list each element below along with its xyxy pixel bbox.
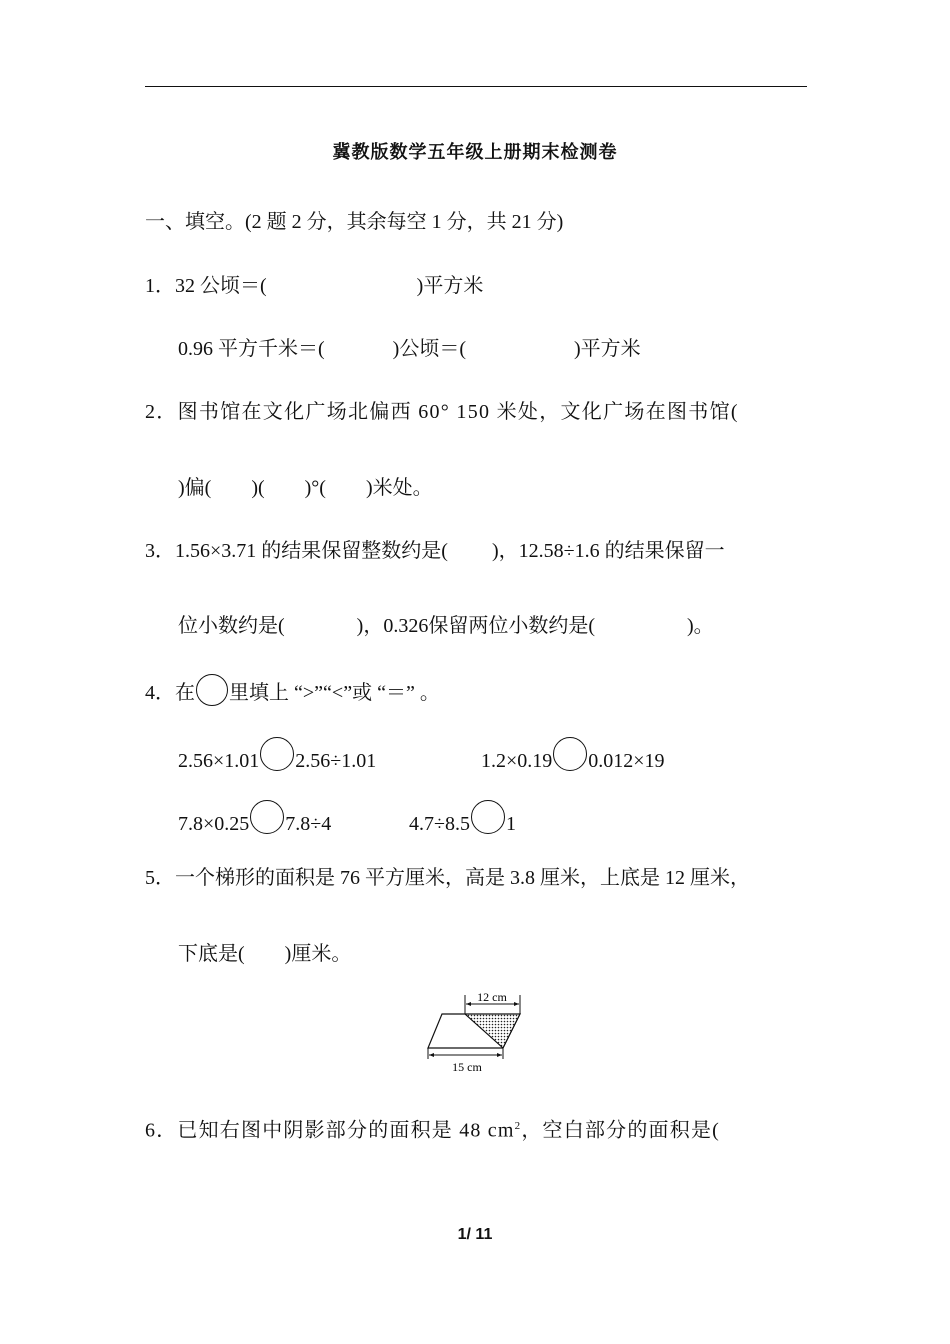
question-1-line-1 (145, 272, 483, 300)
q1-text-b: )平方米 (416, 275, 484, 297)
q3-text-d: )，0.326保留两位小数约是( (356, 615, 595, 637)
expression-left: 7.8×0.25 (178, 813, 250, 835)
expression-left: 4.7÷8.5 (409, 813, 470, 835)
question-5-line-2: 下底是( )厘米。 (178, 943, 352, 965)
question-number: 2． (145, 401, 178, 423)
q2-text-a: 图书馆在文化广场北偏西 60° 150 米处，文化广场在图书馆( (177, 401, 739, 423)
question-5-line-1 (145, 864, 750, 892)
expression-right: 0.012×19 (588, 750, 665, 772)
q1-text-e: )平方米 (574, 338, 641, 360)
question-4-lead (145, 674, 440, 707)
comparison-1 (178, 737, 376, 775)
bottom-dimension-label: 15 cm (452, 1060, 482, 1074)
trapezoid-figure (425, 987, 525, 1075)
q3-text-c: 位小数约是( (178, 615, 285, 637)
answer-circle[interactable] (260, 737, 294, 771)
top-dimension (465, 990, 520, 1014)
q6-text-a: 已知右图中阴影部分的面积是 48 cm (177, 1119, 515, 1142)
q6-text-b: ，空白部分的面积是( (521, 1119, 721, 1142)
circle-icon (196, 674, 228, 706)
page-number: 1/ 11 (457, 1226, 493, 1243)
expression-left: 2.56×1.01 (178, 750, 260, 772)
expression-right: 7.8÷4 (285, 813, 332, 835)
q6-superscript: 2 (514, 1120, 522, 1132)
q3-text-b: )，12.58÷1.6 的结果保留一 (491, 540, 725, 562)
comparison-2 (481, 737, 665, 775)
answer-circle[interactable] (471, 800, 505, 834)
answer-circle[interactable] (553, 737, 587, 771)
expression-right: 1 (505, 813, 516, 835)
question-3-line-1 (145, 537, 725, 565)
q1-text-c: 0.96 平方千米＝( (178, 338, 325, 360)
q1-text-d: )公顷＝( (392, 338, 466, 360)
question-2-line-1 (145, 398, 739, 426)
question-number: 3． (145, 540, 175, 562)
top-dimension-label: 12 cm (477, 990, 507, 1004)
expression-left: 1.2×0.19 (481, 750, 553, 772)
comparison-3 (178, 800, 331, 838)
question-6-line-1 (145, 1112, 720, 1145)
header-rule (145, 86, 807, 87)
question-2-line-2: )偏( )( )°( )米处。 (178, 477, 433, 499)
question-number: 1． (145, 275, 175, 297)
question-number: 4． (145, 682, 175, 704)
comparison-4 (409, 800, 516, 838)
expression-right: 2.56÷1.01 (295, 750, 377, 772)
question-number: 6． (145, 1119, 178, 1142)
question-1-line-2 (178, 335, 641, 363)
section-heading: 一、填空。(2 题 2 分，其余每空 1 分，共 21 分) (145, 211, 564, 233)
page-title: 冀教版数学五年级上册期末检测卷 (332, 142, 618, 163)
answer-circle[interactable] (250, 800, 284, 834)
bottom-dimension (428, 1048, 503, 1074)
q4-text-a: 在 (175, 682, 195, 704)
q5-text-a: 一个梯形的面积是 76 平方厘米，高是 3.8 厘米，上底是 12 厘米， (175, 867, 750, 889)
q4-text-b: 里填上 “>”“<”或 “＝” 。 (229, 682, 440, 704)
q1-text-a: 32 公顷＝( (175, 275, 267, 297)
question-number: 5． (145, 867, 175, 889)
question-3-line-2 (178, 612, 714, 640)
q3-text-a: 1.56×3.71 的结果保留整数约是( (175, 540, 448, 562)
q3-text-e: )。 (687, 615, 714, 637)
